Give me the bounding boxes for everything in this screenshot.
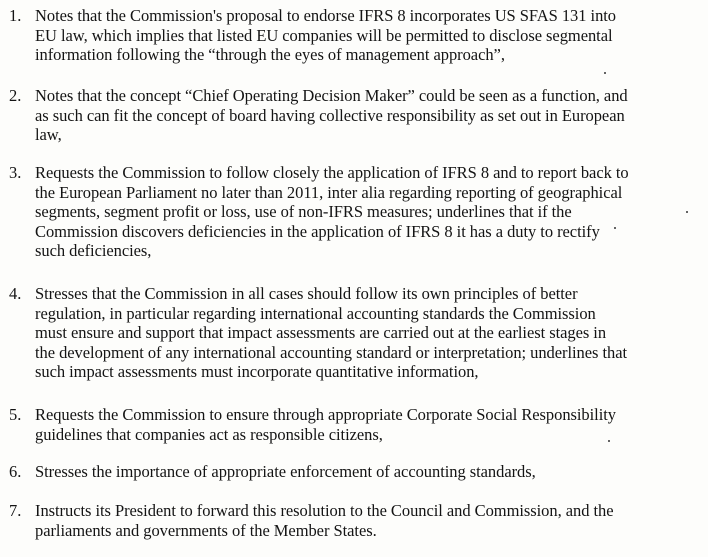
text-line: Commission discovers deficiencies in the application of IFRS 8 it has a duty to rectify	[35, 221, 600, 241]
scan-speck	[614, 227, 616, 229]
text-line: guidelines that companies act as responsible citizens,	[35, 424, 383, 444]
text-line: the European Parliament no later than 2011, inter alia regarding reporting of geographical	[35, 182, 623, 202]
scan-speck	[604, 72, 606, 74]
text-line: law,	[35, 125, 62, 144]
paragraph-number: 1.	[9, 6, 22, 25]
paragraph-number: 7.	[9, 501, 22, 520]
paragraph-text	[35, 86, 700, 145]
paragraph-number: 2.	[9, 86, 22, 105]
paragraph-text	[35, 462, 700, 482]
paragraph-text	[35, 6, 700, 65]
text-line: must ensure and support that impact assessments are carried out at the earliest stages in	[35, 323, 607, 342]
paragraph-number: 5.	[9, 405, 22, 424]
paragraph-number: 3.	[9, 163, 22, 182]
text-line: as such can fit the concept of board having collective responsibility as set out in European	[35, 105, 625, 125]
text-line: such impact assessments must incorporate quantitative information,	[35, 362, 479, 381]
scan-speck	[686, 211, 688, 213]
paragraph-text	[35, 284, 700, 382]
scan-speck	[608, 440, 610, 442]
paragraph-number: 6.	[9, 462, 22, 481]
paragraph-text	[35, 405, 700, 444]
text-line: Stresses that the Commission in all cases should follow its own principles of better	[35, 284, 578, 303]
text-line: EU law, which implies that listed EU companies will be permitted to disclose segmental	[35, 25, 613, 45]
text-line: Notes that the concept “Chief Operating Decision Maker” could be seen as a function, and	[35, 86, 628, 105]
paragraph-text	[35, 163, 700, 261]
text-line: segments, segment profit or loss, use of non-IFRS measures; underlines that if the	[35, 202, 572, 221]
text-line: Requests the Commission to ensure through appropriate Corporate Social Responsibility	[35, 405, 616, 424]
text-line: the development of any international accounting standard or interpretation; underlines that	[35, 342, 628, 362]
text-line: parliaments and governments of the Member States.	[35, 520, 377, 540]
text-line: such deficiencies,	[35, 241, 152, 260]
text-line: Notes that the Commission's proposal to endorse IFRS 8 incorporates US SFAS 131 into	[35, 6, 617, 25]
text-line: information following the “through the eyes of management approach”,	[35, 45, 505, 64]
paragraph-number: 4.	[9, 284, 22, 303]
text-line: Stresses the importance of appropriate enforcement of accounting standards,	[35, 462, 536, 481]
text-line: Requests the Commission to follow closely the application of IFRS 8 and to report back to	[35, 163, 629, 182]
paragraph-text	[35, 501, 700, 540]
text-line: Instructs its President to forward this resolution to the Council and Commission, and the	[35, 501, 614, 520]
text-line: regulation, in particular regarding international accounting standards the Commission	[35, 303, 596, 323]
